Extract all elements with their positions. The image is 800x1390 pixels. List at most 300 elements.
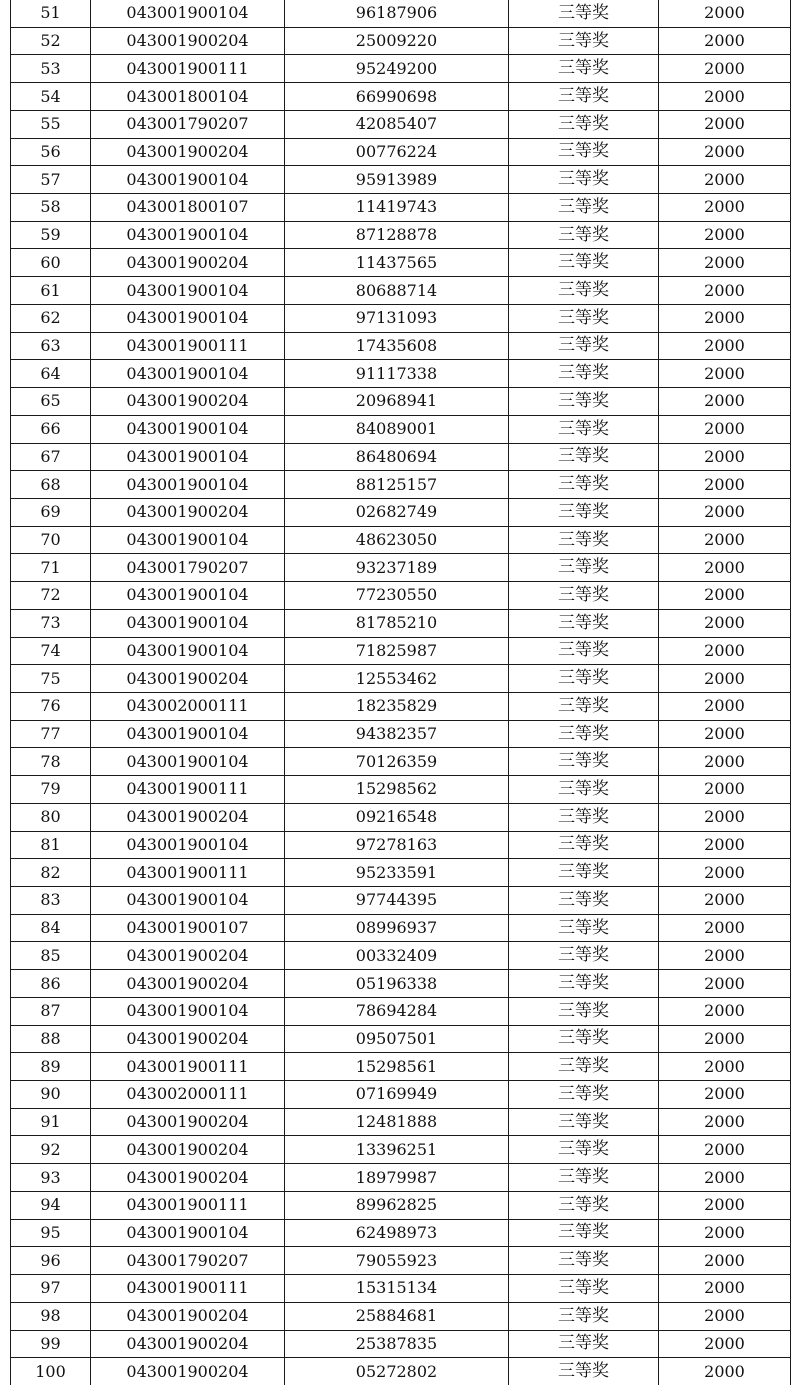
amount-cell: 2000 <box>659 138 791 166</box>
amount-cell: 2000 <box>659 471 791 499</box>
amount-cell: 2000 <box>659 249 791 277</box>
prize-level-cell: 三等奖 <box>509 1164 659 1192</box>
row-number-cell: 92 <box>11 1136 91 1164</box>
prize-level-cell: 三等奖 <box>509 277 659 305</box>
amount-cell: 2000 <box>659 277 791 305</box>
id-number-cell: 97131093 <box>285 304 509 332</box>
amount-cell: 2000 <box>659 554 791 582</box>
id-number-cell: 97278163 <box>285 831 509 859</box>
row-number-cell: 72 <box>11 582 91 610</box>
prize-level-cell: 三等奖 <box>509 166 659 194</box>
id-number-cell: 48623050 <box>285 526 509 554</box>
prize-level-cell: 三等奖 <box>509 498 659 526</box>
table-row <box>11 443 791 471</box>
id-number-cell: 17435608 <box>285 332 509 360</box>
table-row <box>11 887 791 915</box>
prize-level-cell: 三等奖 <box>509 1108 659 1136</box>
code-cell: 043001900111 <box>91 55 285 83</box>
prize-level-cell: 三等奖 <box>509 83 659 111</box>
amount-cell: 2000 <box>659 637 791 665</box>
row-number-cell: 69 <box>11 498 91 526</box>
table-row <box>11 526 791 554</box>
id-number-cell: 02682749 <box>285 498 509 526</box>
row-number-cell: 89 <box>11 1053 91 1081</box>
prize-level-cell: 三等奖 <box>509 1247 659 1275</box>
code-cell: 043001800107 <box>91 194 285 222</box>
id-number-cell: 11437565 <box>285 249 509 277</box>
id-number-cell: 15298562 <box>285 776 509 804</box>
code-cell: 043001900204 <box>91 970 285 998</box>
prize-level-cell: 三等奖 <box>509 1330 659 1358</box>
table-row <box>11 1136 791 1164</box>
amount-cell: 2000 <box>659 831 791 859</box>
code-cell: 043001900204 <box>91 665 285 693</box>
id-number-cell: 25884681 <box>285 1302 509 1330</box>
id-number-cell: 18235829 <box>285 692 509 720</box>
code-cell: 043001800104 <box>91 83 285 111</box>
table-row <box>11 582 791 610</box>
code-cell: 043001900104 <box>91 1219 285 1247</box>
code-cell: 043001900104 <box>91 526 285 554</box>
table-row <box>11 970 791 998</box>
table-row <box>11 997 791 1025</box>
table-row <box>11 1081 791 1109</box>
id-number-cell: 00776224 <box>285 138 509 166</box>
table-row <box>11 415 791 443</box>
amount-cell: 2000 <box>659 748 791 776</box>
id-number-cell: 18979987 <box>285 1164 509 1192</box>
amount-cell: 2000 <box>659 720 791 748</box>
prize-level-cell: 三等奖 <box>509 554 659 582</box>
id-number-cell: 15315134 <box>285 1275 509 1303</box>
id-number-cell: 95233591 <box>285 859 509 887</box>
id-number-cell: 00332409 <box>285 942 509 970</box>
code-cell: 043001900204 <box>91 498 285 526</box>
prize-level-cell: 三等奖 <box>509 0 659 27</box>
row-number-cell: 70 <box>11 526 91 554</box>
code-cell: 043001900104 <box>91 471 285 499</box>
code-cell: 043001900111 <box>91 1275 285 1303</box>
code-cell: 043001900204 <box>91 1025 285 1053</box>
code-cell: 043001900204 <box>91 138 285 166</box>
id-number-cell: 66990698 <box>285 83 509 111</box>
table-row <box>11 665 791 693</box>
code-cell: 043002000111 <box>91 1081 285 1109</box>
id-number-cell: 78694284 <box>285 997 509 1025</box>
table-row <box>11 388 791 416</box>
id-number-cell: 84089001 <box>285 415 509 443</box>
row-number-cell: 94 <box>11 1191 91 1219</box>
table-row <box>11 1330 791 1358</box>
table-row <box>11 55 791 83</box>
prize-level-cell: 三等奖 <box>509 332 659 360</box>
prize-level-cell: 三等奖 <box>509 1081 659 1109</box>
row-number-cell: 73 <box>11 609 91 637</box>
prize-level-cell: 三等奖 <box>509 582 659 610</box>
row-number-cell: 76 <box>11 692 91 720</box>
code-cell: 043001900204 <box>91 27 285 55</box>
row-number-cell: 52 <box>11 27 91 55</box>
row-number-cell: 87 <box>11 997 91 1025</box>
code-cell: 043001900204 <box>91 388 285 416</box>
prize-level-cell: 三等奖 <box>509 138 659 166</box>
code-cell: 043001900111 <box>91 1053 285 1081</box>
code-cell: 043001900111 <box>91 776 285 804</box>
prize-level-cell: 三等奖 <box>509 443 659 471</box>
row-number-cell: 79 <box>11 776 91 804</box>
id-number-cell: 77230550 <box>285 582 509 610</box>
amount-cell: 2000 <box>659 110 791 138</box>
prize-level-cell: 三等奖 <box>509 942 659 970</box>
id-number-cell: 42085407 <box>285 110 509 138</box>
id-number-cell: 70126359 <box>285 748 509 776</box>
prize-level-cell: 三等奖 <box>509 831 659 859</box>
row-number-cell: 67 <box>11 443 91 471</box>
row-number-cell: 57 <box>11 166 91 194</box>
row-number-cell: 98 <box>11 1302 91 1330</box>
id-number-cell: 94382357 <box>285 720 509 748</box>
row-number-cell: 53 <box>11 55 91 83</box>
row-number-cell: 61 <box>11 277 91 305</box>
prize-level-cell: 三等奖 <box>509 304 659 332</box>
table-row <box>11 166 791 194</box>
row-number-cell: 88 <box>11 1025 91 1053</box>
table-row <box>11 554 791 582</box>
table-row <box>11 27 791 55</box>
amount-cell: 2000 <box>659 166 791 194</box>
amount-cell: 2000 <box>659 1275 791 1303</box>
code-cell: 043001790207 <box>91 1247 285 1275</box>
id-number-cell: 20968941 <box>285 388 509 416</box>
award-list-page <box>10 0 790 1385</box>
prize-level-cell: 三等奖 <box>509 1358 659 1385</box>
prize-level-cell: 三等奖 <box>509 803 659 831</box>
prize-level-cell: 三等奖 <box>509 1219 659 1247</box>
code-cell: 043001900104 <box>91 720 285 748</box>
row-number-cell: 66 <box>11 415 91 443</box>
prize-level-cell: 三等奖 <box>509 55 659 83</box>
id-number-cell: 09507501 <box>285 1025 509 1053</box>
id-number-cell: 93237189 <box>285 554 509 582</box>
row-number-cell: 77 <box>11 720 91 748</box>
id-number-cell: 95249200 <box>285 55 509 83</box>
amount-cell: 2000 <box>659 1330 791 1358</box>
code-cell: 043001900111 <box>91 859 285 887</box>
prize-level-cell: 三等奖 <box>509 194 659 222</box>
table-row <box>11 720 791 748</box>
row-number-cell: 100 <box>11 1358 91 1385</box>
code-cell: 043001900104 <box>91 360 285 388</box>
amount-cell: 2000 <box>659 1302 791 1330</box>
id-number-cell: 79055923 <box>285 1247 509 1275</box>
prize-level-cell: 三等奖 <box>509 526 659 554</box>
table-row <box>11 1164 791 1192</box>
id-number-cell: 86480694 <box>285 443 509 471</box>
code-cell: 043001900107 <box>91 914 285 942</box>
amount-cell: 2000 <box>659 776 791 804</box>
id-number-cell: 25009220 <box>285 27 509 55</box>
row-number-cell: 51 <box>11 0 91 27</box>
amount-cell: 2000 <box>659 27 791 55</box>
code-cell: 043001900204 <box>91 1302 285 1330</box>
row-number-cell: 86 <box>11 970 91 998</box>
prize-level-cell: 三等奖 <box>509 665 659 693</box>
amount-cell: 2000 <box>659 55 791 83</box>
id-number-cell: 97744395 <box>285 887 509 915</box>
code-cell: 043001900104 <box>91 166 285 194</box>
prize-level-cell: 三等奖 <box>509 1136 659 1164</box>
id-number-cell: 96187906 <box>285 0 509 27</box>
table-row <box>11 692 791 720</box>
row-number-cell: 83 <box>11 887 91 915</box>
amount-cell: 2000 <box>659 304 791 332</box>
table-row <box>11 776 791 804</box>
table-row <box>11 221 791 249</box>
id-number-cell: 12553462 <box>285 665 509 693</box>
amount-cell: 2000 <box>659 692 791 720</box>
amount-cell: 2000 <box>659 83 791 111</box>
code-cell: 043001900104 <box>91 221 285 249</box>
row-number-cell: 85 <box>11 942 91 970</box>
row-number-cell: 97 <box>11 1275 91 1303</box>
table-row <box>11 637 791 665</box>
amount-cell: 2000 <box>659 415 791 443</box>
award-table <box>10 0 791 1385</box>
prize-level-cell: 三等奖 <box>509 887 659 915</box>
id-number-cell: 87128878 <box>285 221 509 249</box>
table-row <box>11 138 791 166</box>
id-number-cell: 88125157 <box>285 471 509 499</box>
amount-cell: 2000 <box>659 1164 791 1192</box>
prize-level-cell: 三等奖 <box>509 1191 659 1219</box>
table-row <box>11 914 791 942</box>
prize-level-cell: 三等奖 <box>509 1275 659 1303</box>
id-number-cell: 89962825 <box>285 1191 509 1219</box>
code-cell: 043001900104 <box>91 582 285 610</box>
amount-cell: 2000 <box>659 803 791 831</box>
amount-cell: 2000 <box>659 665 791 693</box>
code-cell: 043001900104 <box>91 887 285 915</box>
id-number-cell: 07169949 <box>285 1081 509 1109</box>
prize-level-cell: 三等奖 <box>509 970 659 998</box>
table-row <box>11 1302 791 1330</box>
table-row <box>11 360 791 388</box>
table-row <box>11 1358 791 1385</box>
table-row <box>11 304 791 332</box>
row-number-cell: 78 <box>11 748 91 776</box>
prize-level-cell: 三等奖 <box>509 997 659 1025</box>
code-cell: 043001900104 <box>91 443 285 471</box>
amount-cell: 2000 <box>659 1025 791 1053</box>
id-number-cell: 05272802 <box>285 1358 509 1385</box>
amount-cell: 2000 <box>659 609 791 637</box>
amount-cell: 2000 <box>659 859 791 887</box>
prize-level-cell: 三等奖 <box>509 720 659 748</box>
row-number-cell: 59 <box>11 221 91 249</box>
row-number-cell: 81 <box>11 831 91 859</box>
row-number-cell: 80 <box>11 803 91 831</box>
code-cell: 043001790207 <box>91 110 285 138</box>
row-number-cell: 68 <box>11 471 91 499</box>
table-row <box>11 1053 791 1081</box>
amount-cell: 2000 <box>659 1136 791 1164</box>
prize-level-cell: 三等奖 <box>509 914 659 942</box>
code-cell: 043001900204 <box>91 1108 285 1136</box>
table-row <box>11 498 791 526</box>
table-row <box>11 1025 791 1053</box>
code-cell: 043001900104 <box>91 831 285 859</box>
prize-level-cell: 三等奖 <box>509 1053 659 1081</box>
amount-cell: 2000 <box>659 1191 791 1219</box>
row-number-cell: 62 <box>11 304 91 332</box>
row-number-cell: 56 <box>11 138 91 166</box>
table-row <box>11 942 791 970</box>
prize-level-cell: 三等奖 <box>509 415 659 443</box>
table-row <box>11 83 791 111</box>
amount-cell: 2000 <box>659 1081 791 1109</box>
code-cell: 043001900204 <box>91 1358 285 1385</box>
prize-level-cell: 三等奖 <box>509 360 659 388</box>
amount-cell: 2000 <box>659 360 791 388</box>
table-row <box>11 332 791 360</box>
prize-level-cell: 三等奖 <box>509 221 659 249</box>
table-row <box>11 194 791 222</box>
amount-cell: 2000 <box>659 0 791 27</box>
table-row <box>11 249 791 277</box>
prize-level-cell: 三等奖 <box>509 1302 659 1330</box>
amount-cell: 2000 <box>659 1219 791 1247</box>
code-cell: 043001900111 <box>91 332 285 360</box>
prize-level-cell: 三等奖 <box>509 1025 659 1053</box>
row-number-cell: 54 <box>11 83 91 111</box>
prize-level-cell: 三等奖 <box>509 637 659 665</box>
amount-cell: 2000 <box>659 332 791 360</box>
prize-level-cell: 三等奖 <box>509 776 659 804</box>
code-cell: 043001900104 <box>91 748 285 776</box>
table-row <box>11 277 791 305</box>
prize-level-cell: 三等奖 <box>509 471 659 499</box>
amount-cell: 2000 <box>659 194 791 222</box>
code-cell: 043001900104 <box>91 304 285 332</box>
amount-cell: 2000 <box>659 942 791 970</box>
table-row <box>11 0 791 27</box>
code-cell: 043001900104 <box>91 609 285 637</box>
amount-cell: 2000 <box>659 997 791 1025</box>
code-cell: 043001790207 <box>91 554 285 582</box>
id-number-cell: 81785210 <box>285 609 509 637</box>
id-number-cell: 11419743 <box>285 194 509 222</box>
row-number-cell: 71 <box>11 554 91 582</box>
id-number-cell: 12481888 <box>285 1108 509 1136</box>
table-row <box>11 1247 791 1275</box>
row-number-cell: 55 <box>11 110 91 138</box>
id-number-cell: 05196338 <box>285 970 509 998</box>
amount-cell: 2000 <box>659 970 791 998</box>
prize-level-cell: 三等奖 <box>509 249 659 277</box>
code-cell: 043001900204 <box>91 249 285 277</box>
row-number-cell: 75 <box>11 665 91 693</box>
code-cell: 043001900104 <box>91 637 285 665</box>
row-number-cell: 65 <box>11 388 91 416</box>
row-number-cell: 82 <box>11 859 91 887</box>
amount-cell: 2000 <box>659 1247 791 1275</box>
amount-cell: 2000 <box>659 887 791 915</box>
table-row <box>11 1108 791 1136</box>
code-cell: 043001900204 <box>91 1164 285 1192</box>
prize-level-cell: 三等奖 <box>509 748 659 776</box>
table-row <box>11 1191 791 1219</box>
row-number-cell: 84 <box>11 914 91 942</box>
table-row <box>11 748 791 776</box>
row-number-cell: 95 <box>11 1219 91 1247</box>
code-cell: 043001900204 <box>91 942 285 970</box>
prize-level-cell: 三等奖 <box>509 110 659 138</box>
id-number-cell: 08996937 <box>285 914 509 942</box>
table-row <box>11 803 791 831</box>
id-number-cell: 91117338 <box>285 360 509 388</box>
amount-cell: 2000 <box>659 582 791 610</box>
id-number-cell: 09216548 <box>285 803 509 831</box>
id-number-cell: 71825987 <box>285 637 509 665</box>
amount-cell: 2000 <box>659 221 791 249</box>
table-row <box>11 831 791 859</box>
amount-cell: 2000 <box>659 498 791 526</box>
table-row <box>11 110 791 138</box>
prize-level-cell: 三等奖 <box>509 609 659 637</box>
table-row <box>11 609 791 637</box>
row-number-cell: 74 <box>11 637 91 665</box>
code-cell: 043001900104 <box>91 277 285 305</box>
row-number-cell: 64 <box>11 360 91 388</box>
id-number-cell: 80688714 <box>285 277 509 305</box>
code-cell: 043002000111 <box>91 692 285 720</box>
code-cell: 043001900204 <box>91 803 285 831</box>
prize-level-cell: 三等奖 <box>509 692 659 720</box>
row-number-cell: 60 <box>11 249 91 277</box>
amount-cell: 2000 <box>659 1053 791 1081</box>
code-cell: 043001900111 <box>91 1191 285 1219</box>
id-number-cell: 95913989 <box>285 166 509 194</box>
row-number-cell: 93 <box>11 1164 91 1192</box>
amount-cell: 2000 <box>659 443 791 471</box>
table-row <box>11 1219 791 1247</box>
row-number-cell: 90 <box>11 1081 91 1109</box>
row-number-cell: 63 <box>11 332 91 360</box>
row-number-cell: 91 <box>11 1108 91 1136</box>
row-number-cell: 96 <box>11 1247 91 1275</box>
table-row <box>11 471 791 499</box>
prize-level-cell: 三等奖 <box>509 27 659 55</box>
amount-cell: 2000 <box>659 1108 791 1136</box>
id-number-cell: 15298561 <box>285 1053 509 1081</box>
id-number-cell: 62498973 <box>285 1219 509 1247</box>
table-row <box>11 1275 791 1303</box>
code-cell: 043001900104 <box>91 997 285 1025</box>
amount-cell: 2000 <box>659 1358 791 1385</box>
row-number-cell: 58 <box>11 194 91 222</box>
code-cell: 043001900104 <box>91 0 285 27</box>
amount-cell: 2000 <box>659 388 791 416</box>
id-number-cell: 25387835 <box>285 1330 509 1358</box>
prize-level-cell: 三等奖 <box>509 859 659 887</box>
code-cell: 043001900204 <box>91 1136 285 1164</box>
amount-cell: 2000 <box>659 914 791 942</box>
prize-level-cell: 三等奖 <box>509 388 659 416</box>
table-row <box>11 859 791 887</box>
code-cell: 043001900204 <box>91 1330 285 1358</box>
code-cell: 043001900104 <box>91 415 285 443</box>
award-table-body <box>11 0 791 1385</box>
